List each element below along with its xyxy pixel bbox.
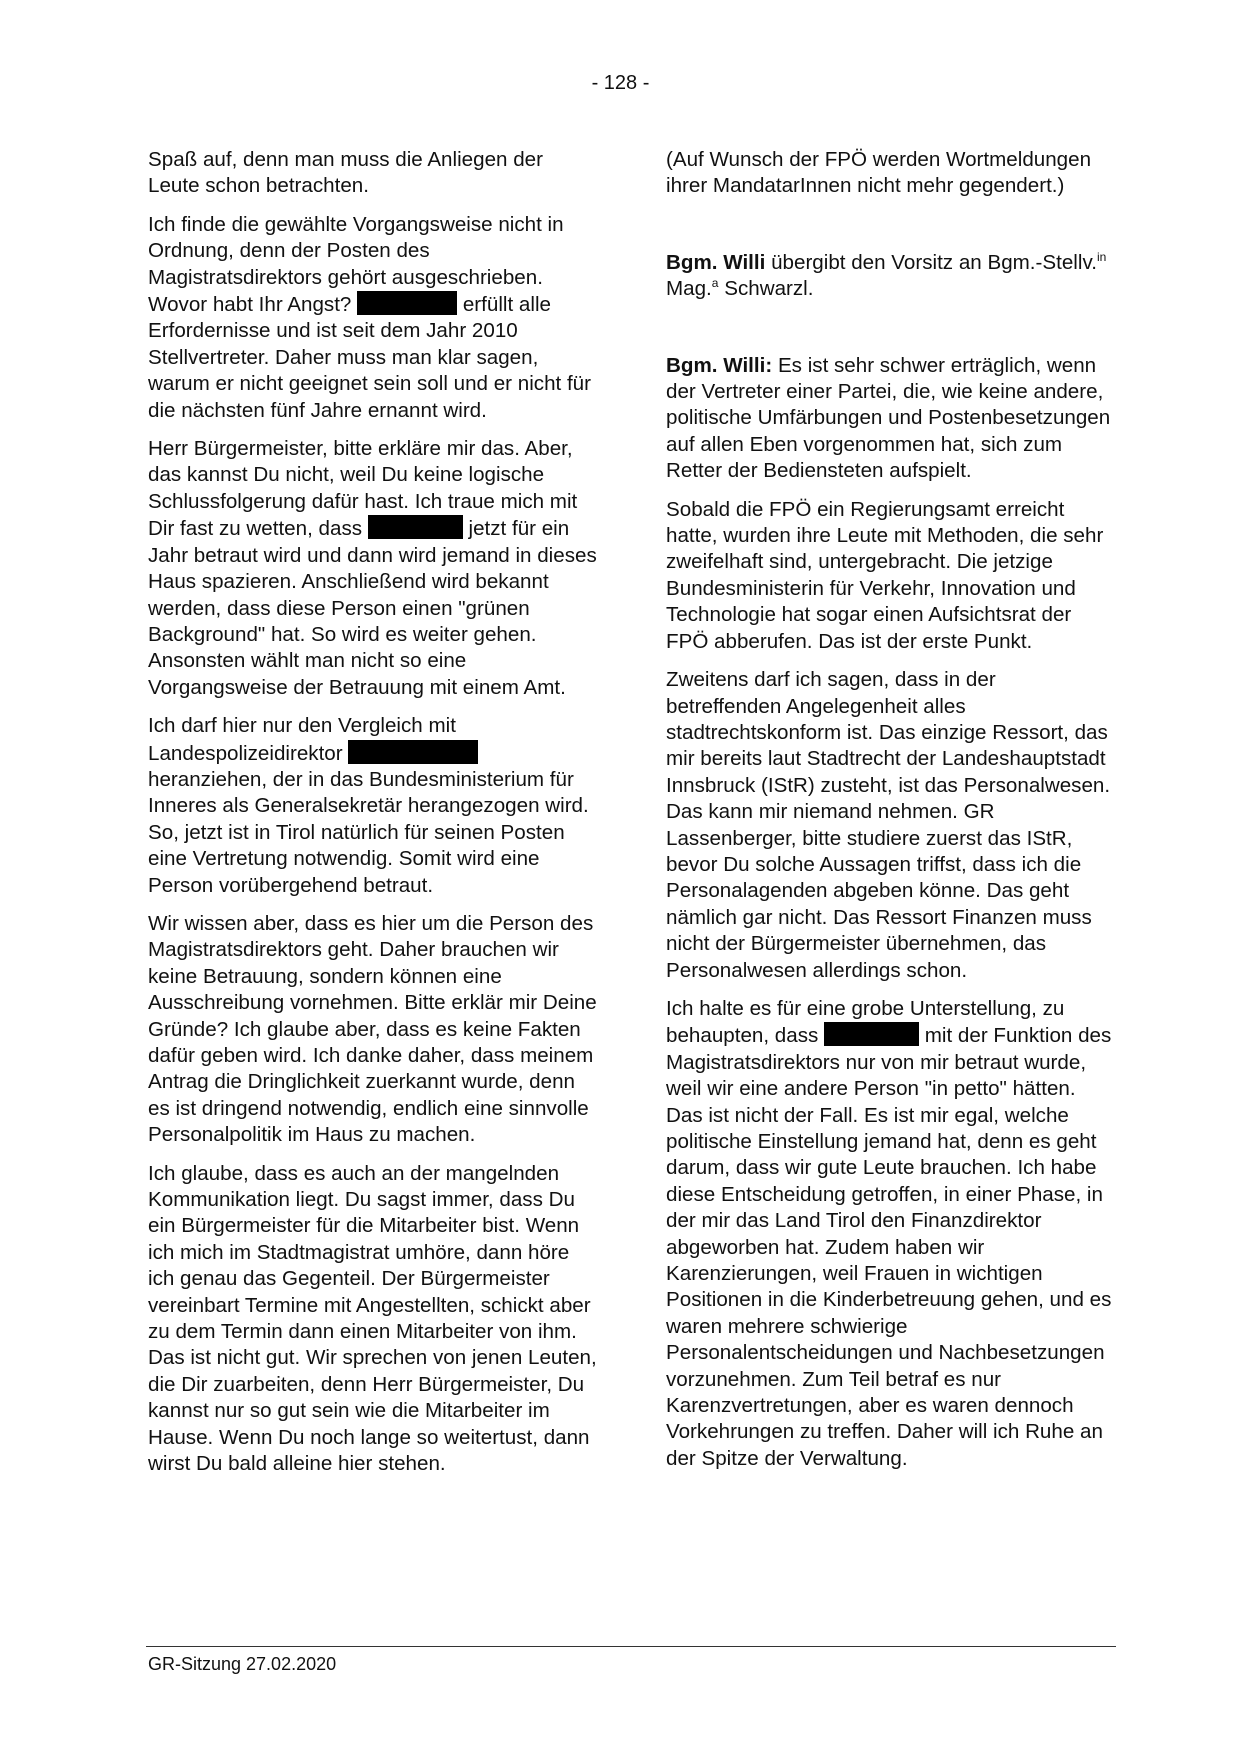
superscript: a xyxy=(711,276,719,291)
paragraph-text: heranziehen, der in das Bundesministerium für Inneres als Generalsekretär herangezogen wird. So, jetzt ist in Tirol natürlich für seinen Posten eine Vertretung notwendig. Somit wird eine Person vorübergehend betraut. xyxy=(148,767,589,897)
chair-handover xyxy=(666,250,1116,303)
paragraph: Zweitens darf ich sagen, dass in der betreffenden Angelegenheit alles stadtrechtskonform ist. Das einzige Ressort, das mir bereits laut Stadtrecht der Landeshauptstadt Innsbruck (IStR) zusteht, ist das Personalwesen. Das kann mir niemand nehmen. GR Lassenberger, bitte studiere zuerst das IStR, bevor Du solche Aussagen triffst, dass ich die Personalagenden abgeben könne. Das geht nämlich gar nicht. Das Ressort Finanzen muss nicht der Bürgermeister übernehmen, das Personalwesen allerdings schon. xyxy=(666,668,1111,982)
page-number: - 128 - xyxy=(591,72,650,94)
paragraph-text: Herr Bürgermeister, bitte erkläre mir das. Aber, das kannst Du nicht, weil Du keine logische Schlussfolgerung dafür hast. Ich traue mich mit Dir fast zu wetten, dass xyxy=(148,437,578,541)
paragraph: Wir wissen aber, dass es hier um die Person des Magistratsdirektors geht. Daher brauchen wir keine Betrauung, sondern können eine Ausschreibung vornehmen. Bitte erklär mir Deine Gründe? Ich glaube aber, dass es keine Fakten dafür geben wird. Ich danke daher, dass meinem Antrag die Dringlichkeit zuerkannt wurde, denn es ist dringend notwendig, endlich eine sinnvolle Personalpolitik im Haus zu machen. xyxy=(148,911,597,1147)
paragraph: Ich glaube, dass es auch an der mangelnden Kommunikation liegt. Du sagst immer, dass Du ein Bürgermeister für die Mitarbeiter bist. Wenn ich mich im Stadtmagistrat umhöre, dann höre ich genau das Gegenteil. Der Bürgermeister vereinbart Termine mit Angestellten, schickt aber zu dem Termin dann einen Mitarbeiter von ihm. Das ist nicht gut. Wir sprechen von jenen Leuten, die Dir zuarbeiten, denn Herr Bürgermeister, Du kannst nur so gut sein wie die Mitarbeiter im Hause. Wenn Du noch lange so weitertust, dann wirst Du bald alleine hier stehen. xyxy=(148,1161,597,1476)
handover-text: übergibt den Vorsitz an Bgm.-Stellv. xyxy=(765,250,1097,274)
handover-text: Mag. xyxy=(666,277,712,301)
paragraph-text: jetzt für ein Jahr betraut wird und dann wird jemand in dieses Haus spazieren. Anschließend wird bekannt werden, dass diese Person einen "grünen Background" hat. So wird es weiter gehen. Ansonsten wählt man nicht so eine Vorgangsweise der Betrauung mit einem Amt. xyxy=(148,517,597,699)
speaker-name: Bgm. Willi xyxy=(666,250,766,274)
handover-text: Schwarzl. xyxy=(718,277,814,301)
footer-divider xyxy=(146,1646,1116,1647)
paragraph-text: Ich halte es für eine grobe Unterstellung, zu behaupten, dass xyxy=(666,996,1065,1048)
speech-opening xyxy=(666,353,1116,485)
editorial-note: (Auf Wunsch der FPÖ werden Wortmeldungen ihrer MandatarInnen nicht mehr gegendert.) xyxy=(666,148,1092,198)
paragraph: Spaß auf, denn man muss die Anliegen der Leute schon betrachten. xyxy=(148,148,543,198)
footer-session-date: GR-Sitzung 27.02.2020 xyxy=(148,1654,337,1674)
paragraph-text: erfüllt alle Erfordernisse und ist seit dem Jahr 2010 Stellvertreter. Daher muss man klar sagen, warum er nicht geeignet sein soll und er nicht für die nächsten fünf Jahre ernannt wird. xyxy=(148,293,591,422)
paragraph xyxy=(148,212,598,424)
paragraph xyxy=(148,713,598,899)
paragraph: Sobald die FPÖ ein Regierungsamt erreicht hatte, wurden ihre Leute mit Methoden, die sehr zweifelhaft sind, untergebracht. Die jetzige Bundesministerin für Verkehr, Innovation und Technologie hat sogar einen Aufsichtsrat der FPÖ abberufen. Das ist der erste Punkt. xyxy=(666,497,1104,653)
paragraph xyxy=(666,996,1116,1472)
speaker-name: Bgm. Willi: xyxy=(666,353,773,377)
paragraph xyxy=(148,436,598,701)
paragraph-text: Ich darf hier nur den Vergleich mit Landespolizeidirektor xyxy=(148,714,456,765)
redaction-box xyxy=(824,1022,919,1046)
redaction-box xyxy=(357,291,457,315)
paragraph-text: Ich finde die gewählte Vorgangsweise nicht in Ordnung, denn der Posten des Magistratsdirektors gehört ausgeschrieben. Wovor habt Ihr Angst? xyxy=(148,212,564,317)
superscript: in xyxy=(1096,249,1107,264)
paragraph-text: mit der Funktion des Magistratsdirektors nur von mir betraut wurde, weil wir eine andere Person "in petto" hätten. Das ist nicht der Fall. Es ist mir egal, welche politische Einstellung jemand hat, denn es geht darum, dass wir gute Leute brauchen. Ich habe diese Entscheidung getroffen, in einer Phase, in der mir das Land Tirol den Finanzdirektor abgeworben hat. Zudem haben wir Karenzierungen, weil Frauen in wichtigen Positionen in die Kinderbetreuung gehen, und es waren mehrere schwierige Personalentscheidungen und Nachbesetzungen vorzunehmen. Zum Teil betraf es nur Karenzvertretungen, aber es waren dennoch Vorkehrungen zu treffen. Daher will ich Ruhe an der Spitze der Verwaltung. xyxy=(666,1024,1112,1470)
redaction-box xyxy=(368,515,463,539)
redaction-box xyxy=(348,740,478,764)
paragraph-text: Es ist sehr schwer erträglich, wenn der Vertreter einer Partei, die, wie keine andere, politische Umfärbungen und Postenbesetzungen auf allen Eben vorgenommen hat, sich zum Retter der Bediensteten aufspielt. xyxy=(666,353,1111,483)
left-column xyxy=(148,147,598,1490)
right-column xyxy=(666,147,1116,1484)
